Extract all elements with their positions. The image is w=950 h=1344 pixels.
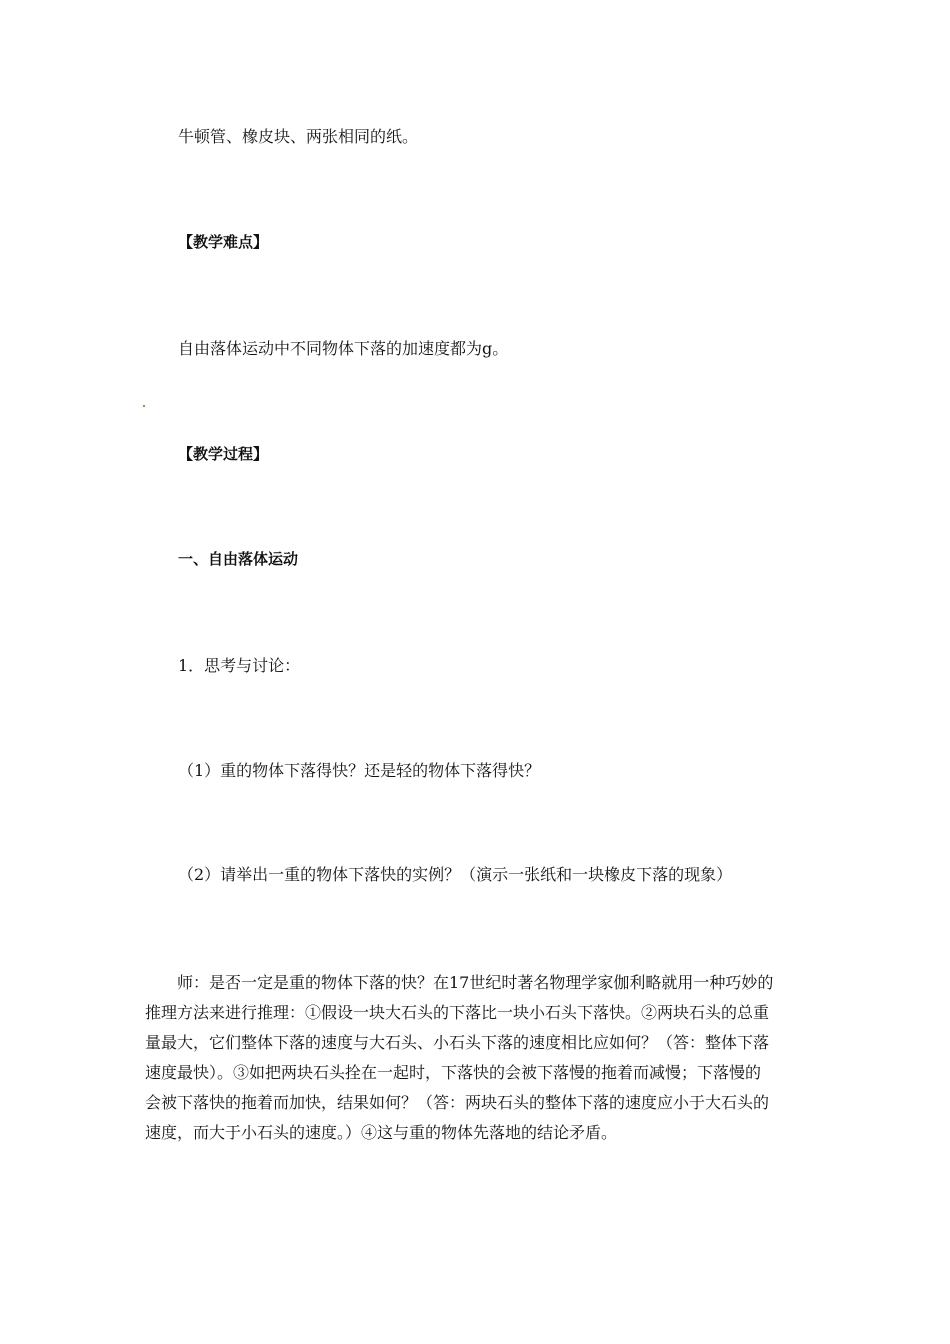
paragraph-line: 推理方法来进行推理：①假设一块大石头的下落比一块小石头下落快。②两块石头的总重 <box>145 1003 770 1022</box>
process-heading: 【教学过程】 <box>178 445 269 463</box>
difficulty-text: 自由落体运动中不同物体下落的加速度都为g。 <box>178 339 509 358</box>
paragraph-line: 量最大，它们整体下落的速度与大石头、小石头下落的速度相比应如何？（答：整体下落 <box>145 1033 770 1052</box>
paragraph-line: 师：是否一定是重的物体下落的快？在17世纪时著名物理学家伽利略就用一种巧妙的 <box>177 973 774 992</box>
decorative-dot <box>143 405 145 407</box>
paragraph-line: 会被下落快的拖着而加快，结果如何？（答：两块石头的整体下落的速度应小于大石头的 <box>145 1093 770 1112</box>
question-1: （1）重的物体下落得快？还是轻的物体下落得快？ <box>178 761 541 780</box>
equipment-line: 牛顿管、橡皮块、两张相同的纸。 <box>178 127 419 146</box>
question-2: （2）请举出一重的物体下落快的实例？（演示一张纸和一块橡皮下落的现象） <box>178 865 733 884</box>
difficulty-heading: 【教学难点】 <box>178 233 269 251</box>
item-1: 1．思考与讨论： <box>178 656 301 675</box>
section-heading: 一、自由落体运动 <box>178 550 299 568</box>
body-paragraph <box>145 968 813 1148</box>
paragraph-line: 速度最快）。③如把两块石头拴在一起时，下落快的会被下落慢的拖着而减慢；下落慢的 <box>145 1063 762 1082</box>
paragraph-line: 速度，而大于小石头的速度。）④这与重的物体先落地的结论矛盾。 <box>145 1123 618 1142</box>
